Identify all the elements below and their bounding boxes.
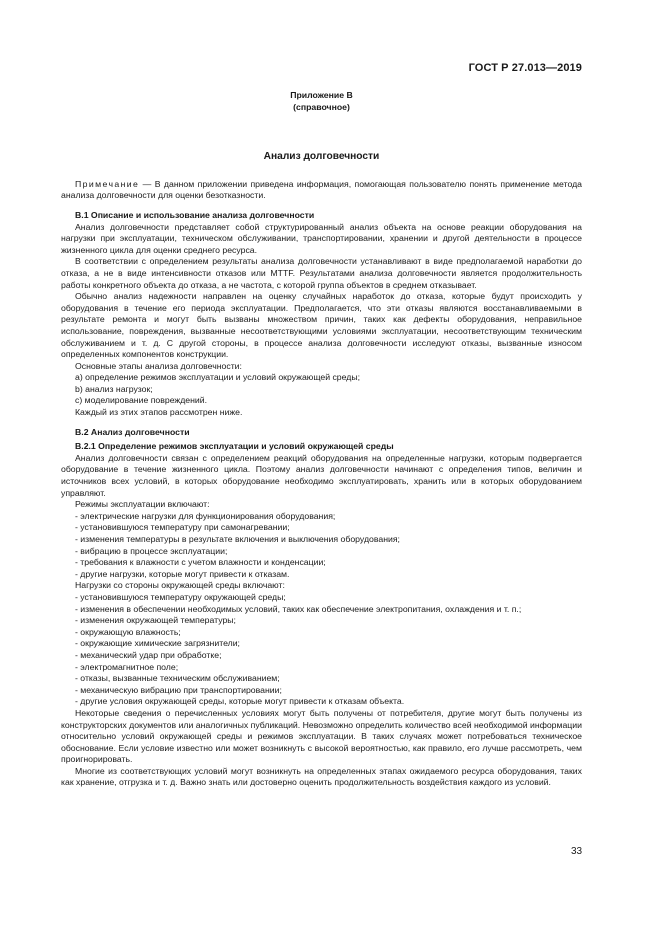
list-item: c) моделирование повреждений.	[75, 395, 208, 406]
note-paragraph	[61, 179, 582, 202]
paragraph: Основные этапы анализа долговечности:	[75, 360, 242, 371]
note-label: Примечание	[75, 178, 140, 189]
list-item: b) анализ нагрузок;	[75, 383, 153, 394]
list-item: - электромагнитное поле;	[75, 661, 179, 672]
paragraph: Анализ долговечности связан с определением реакций оборудования на определенные нагрузки, которым подвергается оборудование в течение жизненного цикла. Поэтому анализ долговечности начинают с определения типов, величин и источников всех условий, в которых оборудование необходимо эксплуатировать, хранить или в которых оборудованием управляют.	[61, 452, 582, 498]
paragraph: Нагрузки со стороны окружающей среды включают:	[75, 580, 285, 591]
paragraph: Обычно анализ надежности направлен на оценку случайных наработок до отказа, которые будут происходить у оборудования в течение его периода эксплуатации. Предполагается, что эти отказы являются восстанавливаемыми в результате ремонта и могут быть вызваны множеством причин, таких как дефекты оборудования, неправильное использование, повреждения, вызванные несоответствующими условиями эксплуатации, несоответствующим техническим обслуживанием и т. д. С другой стороны, в процессе анализа долговечности исследуют отказы, вызванные износом определенных компонентов конструкции.	[61, 291, 582, 360]
annex-subtitle: (справочное)	[293, 101, 350, 112]
page-number: 33	[571, 846, 583, 857]
list-item: - установившуюся температуру при самонагревании;	[75, 522, 290, 533]
paragraph: Режимы эксплуатации включают:	[75, 499, 210, 510]
paragraph: Многие из соответствующих условий могут возникнуть на определенных этапах ожидаемого ресурса оборудования, таких как хранение, отгрузка и т. д. Важно знать или достоверно оценить продолжительность воздействия каждого из условий.	[61, 765, 582, 788]
list-item: - изменения в обеспечении необходимых условий, таких как обеспечение электропитания, охлаждения и т. п.;	[75, 603, 522, 614]
list-item: - установившуюся температуру окружающей среды;	[75, 591, 286, 602]
paragraph: В соответствии с определением результаты анализа долговечности устанавливают в виде предполагаемой наработки до отказа, а не в виде интенсивности отказов или MTTF. Результатами анализа долговечности является продолжительность работы конкретного объекта до отказа, а не частота, с которой группа объектов в среднем отказывает.	[61, 256, 582, 290]
paragraph: Анализ долговечности представляет собой структурированный анализ объекта на основе реакции оборудования на нагрузки при эксплуатации, техническом обслуживании, транспортировании, хранении и другой деятельности в процессе жизненного цикла для оценки среднего ресурса.	[61, 221, 582, 255]
subsection-heading-b21: В.2.1 Определение режимов эксплуатации и условий окружающей среды	[75, 441, 394, 452]
standard-designation: ГОСТ Р 27.013—2019	[468, 62, 582, 74]
main-title: Анализ долговечности	[263, 151, 380, 163]
list-item: - изменения окружающей температуры;	[75, 615, 236, 626]
annex-title: Приложение В	[290, 90, 353, 100]
list-item: - изменения температуры в результате включения и выключения оборудования;	[75, 534, 400, 544]
section-heading-b2: В.2 Анализ долговечности	[75, 426, 190, 437]
list-item: - окружающие химические загрязнители;	[75, 638, 240, 649]
list-item: - механическую вибрацию при транспортировании;	[75, 684, 282, 695]
list-item: - отказы, вызванные техническим обслуживанием;	[75, 673, 280, 684]
section-heading-b1: В.1 Описание и использование анализа долговечности	[75, 209, 315, 220]
list-item: - окружающую влажность;	[75, 626, 181, 637]
list-item: - вибрацию в процессе эксплуатации;	[75, 545, 228, 556]
list-item: - требования к влажности с учетом влажности и конденсации;	[75, 557, 326, 568]
page-content	[61, 88, 582, 789]
list-item: а) определение режимов эксплуатации и условий окружающей среды;	[75, 372, 361, 383]
paragraph: Каждый из этих этапов рассмотрен ниже.	[75, 407, 243, 418]
note-text: — В данном приложении приведена информация, помогающая пользователю понять применение метода анализа долговечности для оценки безотказности.	[61, 178, 582, 201]
paragraph: Некоторые сведения о перечисленных условиях могут быть получены от потребителя, другие могут быть получены из конструкторских документов или аналогичных публикаций. Невозможно определить количество всей необходимой информации относительно условий окружающей среды и режимов эксплуатации. В таких случаях может потребоваться техническое обоснование. Если условие известно или может возникнуть с высокой вероятностью, как правило, его лучше рассмотреть, чем проигнорировать.	[61, 707, 582, 765]
list-item: - другие нагрузки, которые могут привести к отказам.	[75, 568, 290, 579]
list-item: - электрические нагрузки для функционирования оборудования;	[75, 510, 336, 521]
list-item: - другие условия окружающей среды, которые могут привести к отказам объекта.	[75, 696, 405, 707]
list-item: - механический удар при обработке;	[75, 649, 222, 660]
